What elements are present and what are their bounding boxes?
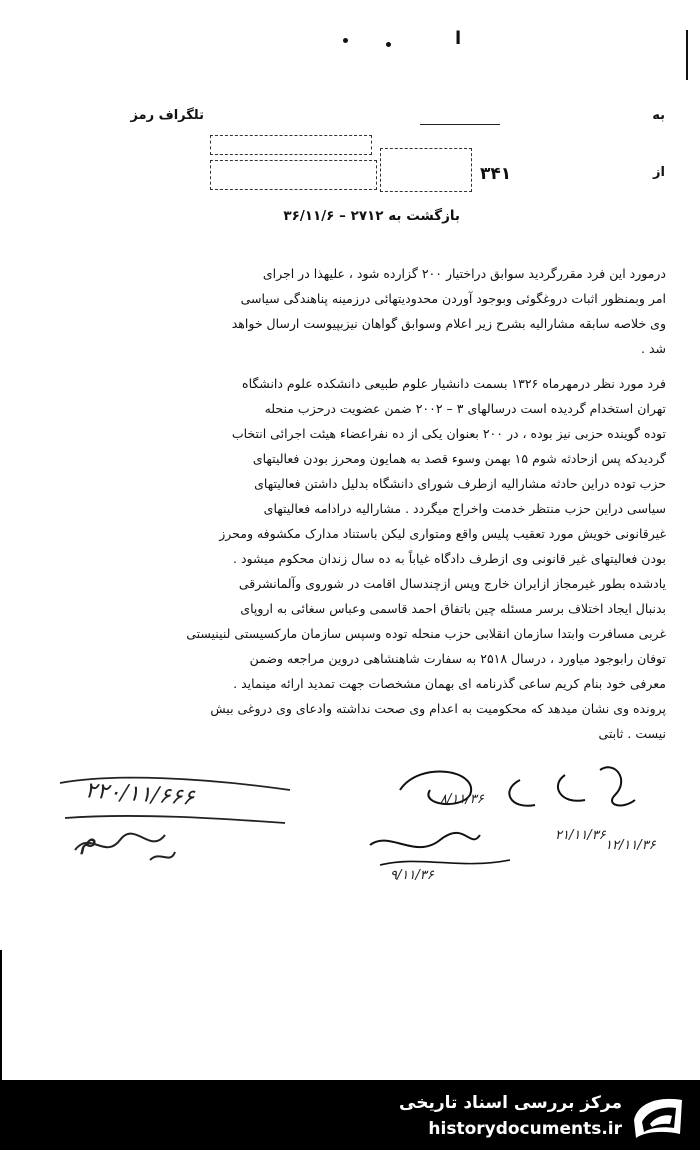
redacted-field bbox=[380, 148, 472, 192]
margin-scribble bbox=[70, 820, 180, 870]
scribble-date: ۱۲/۱۱/۳۶ bbox=[605, 838, 656, 853]
body-line: معرفی خود بنام کریم ساعی گذرنامه ای بهمان مشخصات جهت تمدید ارائه مینماید . bbox=[233, 676, 666, 691]
body-line: درمورد این فرد مقررگردید سوابق دراختیار ۲۰۰ گزارده شود ، علیهذا در اجرای bbox=[262, 266, 666, 281]
from-code: ۳۴۱ bbox=[480, 164, 512, 184]
body-line: نیست . ثابتی bbox=[598, 726, 666, 741]
body-line: توده گوینده حزبی نیز بوده ، در ۲۰۰ بعنوان یکی از ده نفراعضاء هیئت اجرائی انتخاب bbox=[231, 426, 666, 441]
footer-bar bbox=[0, 1080, 700, 1150]
book-emblem-icon bbox=[630, 1090, 688, 1142]
body-line: سیاسی دراین حزب منتظر خدمت واخراج میگردد . مشارالیه درادامه فعالیتهای bbox=[263, 501, 666, 516]
dot-mark bbox=[343, 38, 348, 43]
to-blank bbox=[420, 124, 500, 125]
redacted-field bbox=[210, 135, 372, 155]
body-line: وی خلاصه سابقه مشارالیه بشرح زیر اعلام وسوابق گواهان نیزبپیوست ارسال خواهد bbox=[231, 316, 666, 331]
dot-mark bbox=[386, 42, 391, 47]
footer-logo-text-en: historydocuments.ir bbox=[428, 1119, 622, 1139]
body-line: تهران استخدام گردیده است درسالهای ۳ – ۲۰۰۲ ضمن عضویت درحزب منحله bbox=[264, 401, 666, 416]
body-line: شد . bbox=[641, 341, 666, 356]
body-line: امر وبمنظور اثبات دروغگوئی وبوجود آوردن محدودیتهائی درزمینه پناهندگی سیاسی bbox=[240, 291, 666, 306]
body-line: فرد مورد نظر درمهرماه ۱۳۲۶ بسمت دانشیار علوم طبیعی دانشکده علوم دانشگاه bbox=[242, 376, 666, 391]
body-line: غربی مسافرت وابتدا سازمان انقلابی حزب منحله توده وسپس سازمان مارکسیستی لنینیستی bbox=[186, 626, 666, 641]
reference-number: بازگشت به ۲۷۱۲ – ۳۶/۱۱/۶ bbox=[283, 208, 460, 224]
edge-line bbox=[0, 950, 2, 1080]
body-line: گردیدکه پس ازحادثه شوم ۱۵ بهمن وسوء قصد به همایون ومحرز بودن فعالیتهای bbox=[252, 451, 666, 466]
telegram-label: تلگراف رمز bbox=[130, 108, 204, 123]
body-line: پرونده وی نشان میدهد که محکومیت به اعدام وی صحت نداشته وادعای وی دروغی بیش bbox=[210, 701, 666, 716]
body-line: غیرقانونی خویش مورد تعقیب پلیس واقع ومتواری لیکن باستناد مدارک مکشوفه ومحرز bbox=[219, 526, 666, 541]
handwritten-reference: ۲۲۰/۱۱/۶۶۶ bbox=[84, 778, 196, 811]
to-label: به bbox=[652, 108, 665, 123]
body-line: یادشده بطور غیرمجاز ازایران خارج وپس ازچندسال اقامت در شوروی وآلمانشرقی bbox=[238, 576, 666, 591]
scribble-date: ۹/۱۱/۳۶ bbox=[390, 868, 434, 883]
footer-logo-text-fa: مرکز بررسی اسناد تاریخی bbox=[399, 1093, 622, 1113]
body-line: بودن فعالیتهای غیر قانونی وی ازطرف دادگاه غیاباً به ده سال زندان محکوم میشود . bbox=[233, 551, 666, 566]
handwritten-underline bbox=[55, 768, 295, 828]
from-label: از bbox=[653, 165, 665, 180]
edge-mark bbox=[686, 30, 688, 80]
redacted-field bbox=[210, 160, 377, 190]
body-line: بدنبال ایجاد اختلاف برسر مسئله چین باتفاق احمد قاسمی وعباس سغائی به اروپای bbox=[240, 601, 666, 616]
body-line: توفان رابوجود میاورد ، درسال ۲۵۱۸ به سفارت شاهنشاهی دروین مراجعه وضمن bbox=[249, 651, 666, 666]
scribble-date: ۸/۱۱/۳۶ bbox=[440, 792, 484, 807]
margin-mark: م bbox=[80, 825, 97, 855]
body-line: حزب توده دراین حادثه مشارالیه ازطرف شورای دانشگاه بدلیل داشتن فعالیتهای bbox=[254, 476, 666, 491]
top-mark: ا bbox=[455, 28, 462, 49]
scribble-date: ۲۱/۱۱/۳۶ bbox=[555, 828, 606, 843]
